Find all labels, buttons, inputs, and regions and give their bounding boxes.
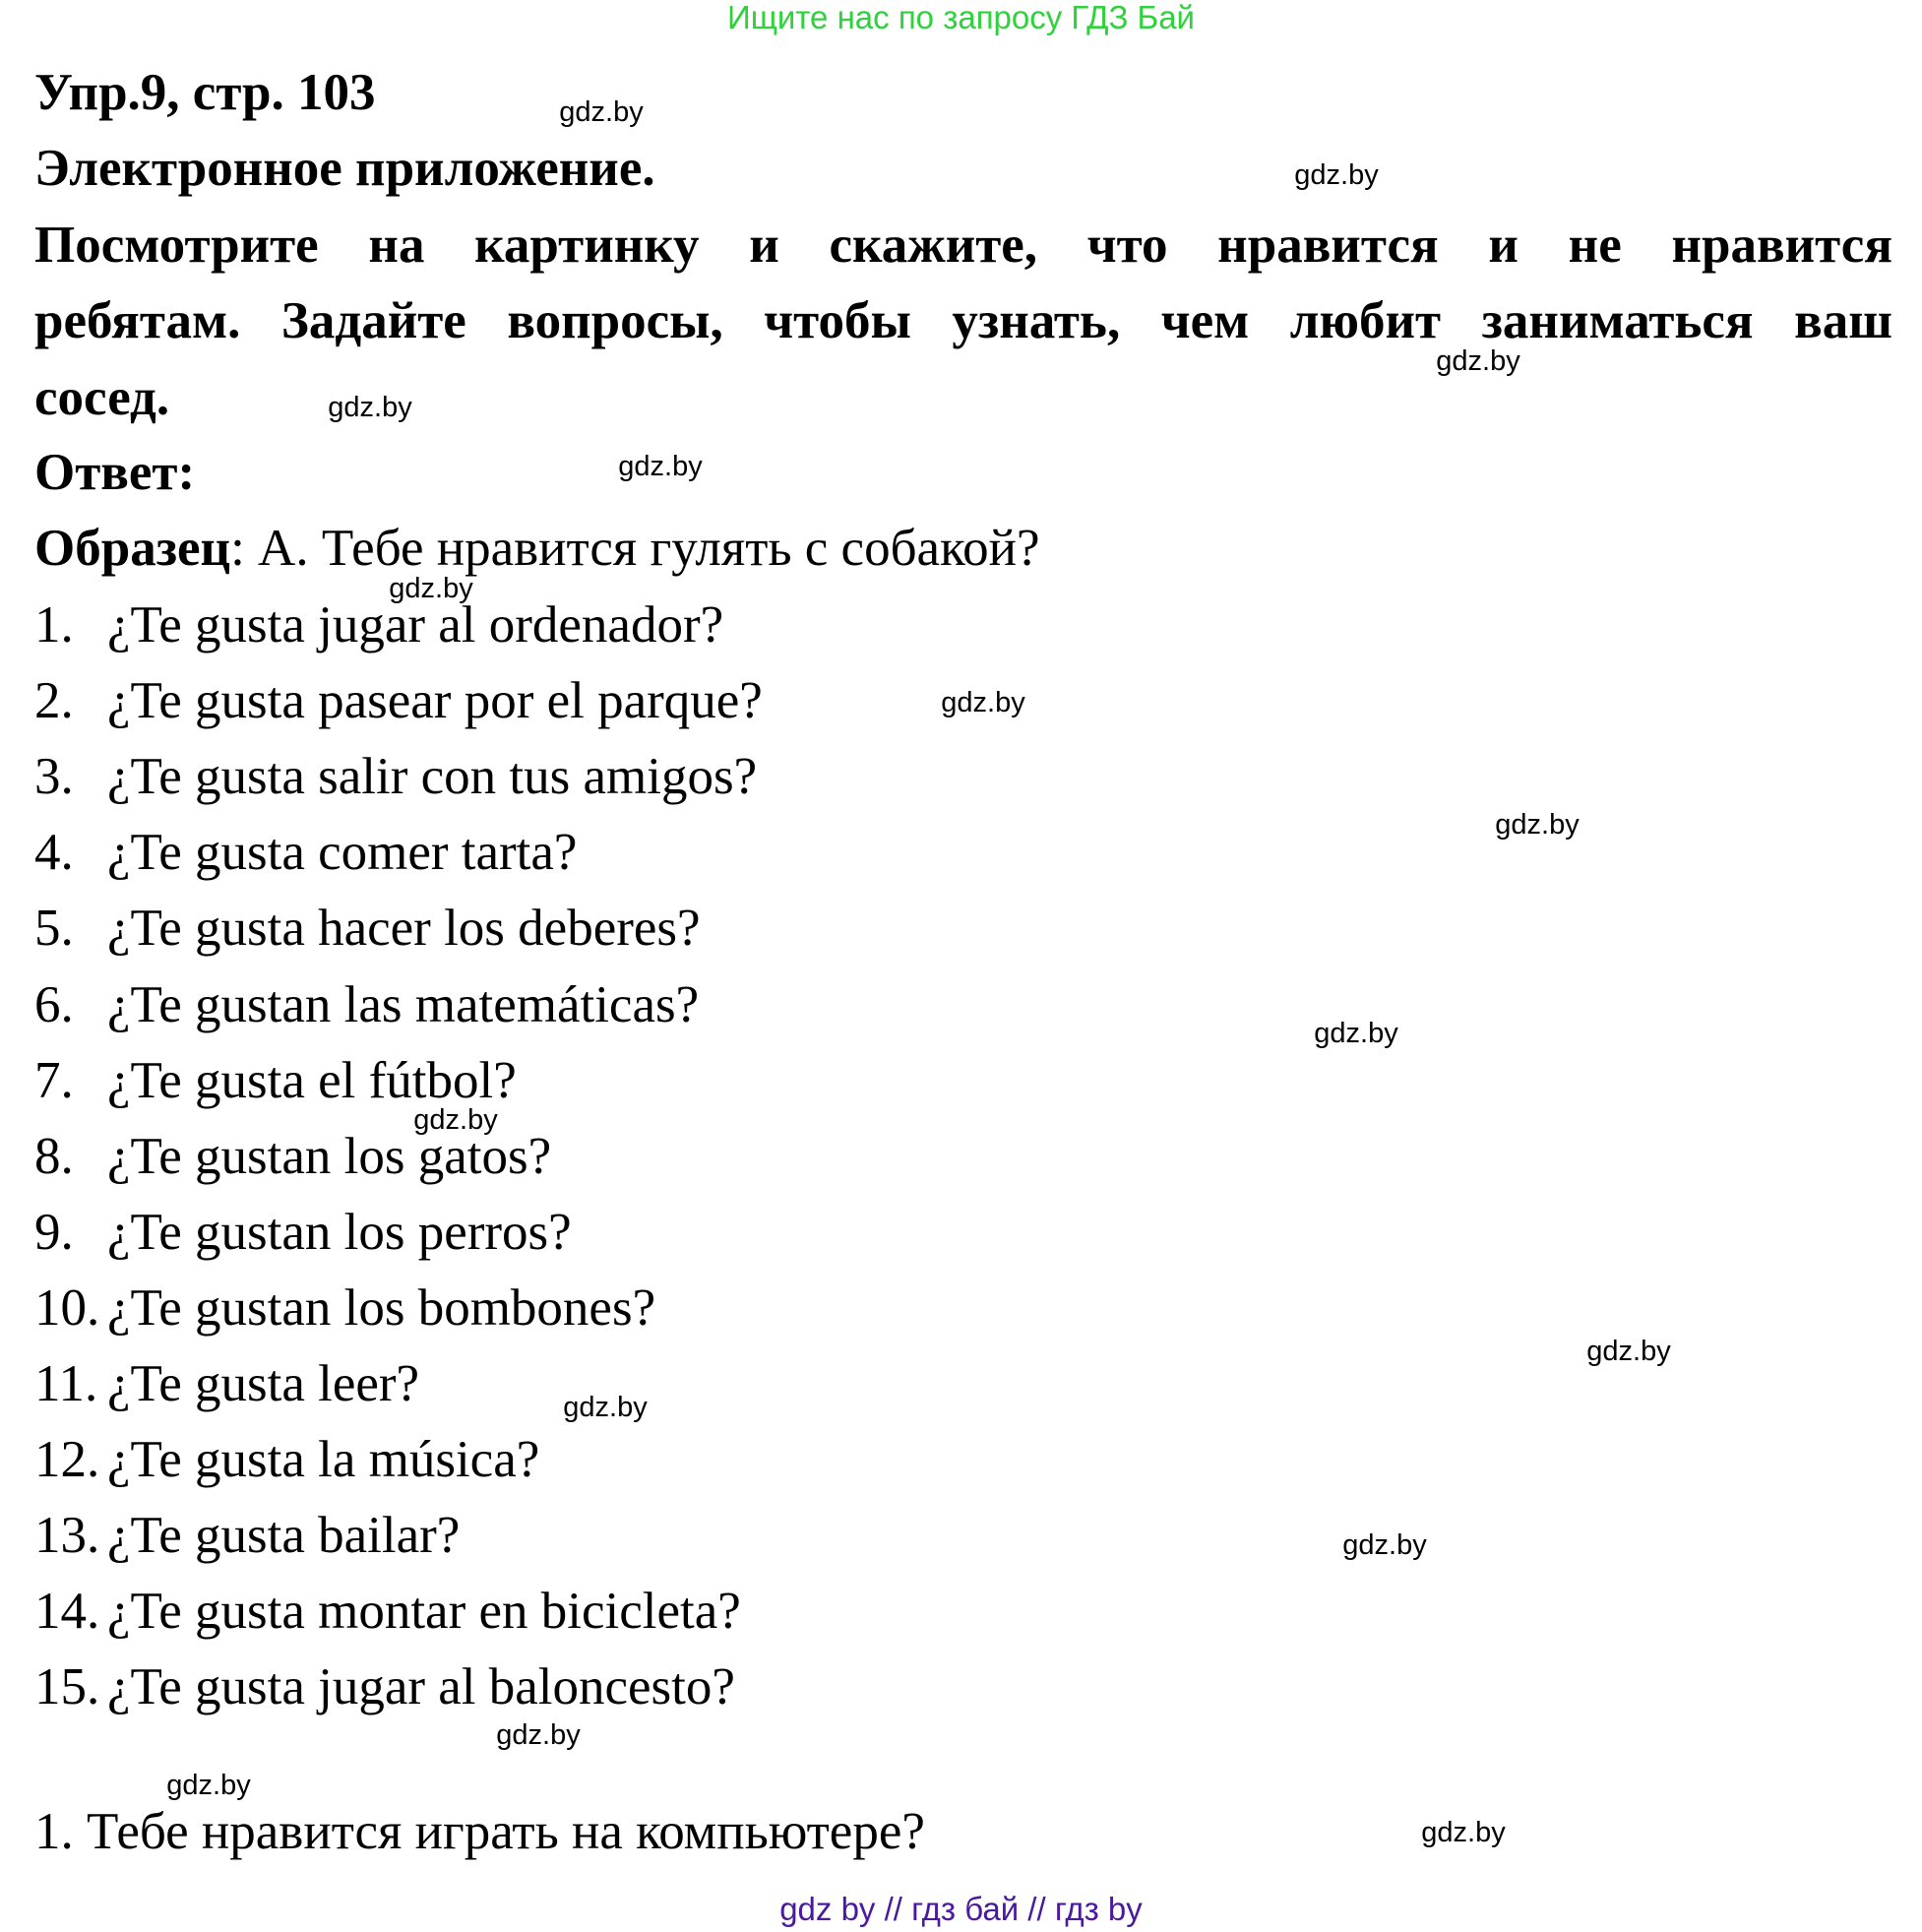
question-number: 14. [34, 1583, 100, 1641]
question-text: ¿Te gustan los gatos? [107, 1127, 552, 1185]
watermark-text: gdz.by [563, 1392, 648, 1423]
question-item [34, 815, 577, 891]
question-item [34, 1195, 572, 1271]
watermark-text: gdz.by [328, 392, 412, 423]
question-number: 9. [34, 1203, 74, 1261]
sample-text: : А. Тебе нравится гулять с собакой? [230, 520, 1040, 577]
question-number: 11. [34, 1355, 98, 1412]
question-text: ¿Te gusta leer? [107, 1355, 420, 1412]
sample-line [34, 511, 1040, 587]
question-number: 1. [34, 596, 74, 654]
question-item [34, 1346, 419, 1422]
question-text: ¿Te gusta el fútbol? [107, 1051, 517, 1109]
watermark-text: gdz.by [618, 451, 703, 482]
question-number: 15. [34, 1658, 100, 1716]
question-number: 7. [34, 1051, 74, 1109]
question-text: ¿Te gusta salir con tus amigos? [107, 748, 758, 806]
question-number: 12. [34, 1431, 100, 1489]
question-text: ¿Te gusta jugar al ordenador? [107, 596, 724, 654]
exercise-subtitle: Электронное приложение. [34, 140, 655, 197]
task-line-1: Посмотрите на картинку и скажите, что нравится и не нравится [34, 217, 1892, 274]
sample-label: Образец [34, 520, 231, 577]
search-banner: Ищите нас по запросу ГДЗ Бай [727, 0, 1195, 35]
watermark-text: gdz.by [496, 1719, 581, 1751]
question-item [34, 891, 701, 966]
watermark-text: gdz.by [1586, 1336, 1671, 1367]
question-text: ¿Te gusta pasear por el parque? [107, 672, 763, 730]
watermark-text: gdz.by [389, 573, 473, 604]
watermark-text: gdz.by [1342, 1529, 1427, 1561]
question-text: ¿Te gusta hacer los deberes? [107, 900, 701, 958]
task-line-2: ребятам. Задайте вопросы, чтобы узнать, чем любит заниматься ваш [34, 292, 1892, 349]
question-text: ¿Te gusta jugar al baloncesto? [107, 1658, 735, 1716]
answer-label: Ответ: [34, 444, 196, 501]
watermark-text: gdz.by [166, 1770, 251, 1801]
question-number: 2. [34, 672, 74, 730]
watermark-text: gdz.by [559, 96, 644, 128]
question-item [34, 1271, 655, 1346]
watermark-text: gdz.by [1421, 1817, 1506, 1848]
question-item [34, 1422, 539, 1498]
task-line-3: сосед. [34, 369, 170, 426]
question-number: 13. [34, 1507, 100, 1565]
question-number: 10. [34, 1278, 100, 1337]
watermark-text: gdz.by [1436, 345, 1520, 377]
question-text: ¿Te gusta montar en bicicleta? [107, 1583, 741, 1641]
exercise-title: Упр.9, стр. 103 [34, 64, 376, 121]
footer-links: gdz by // гдз бай // гдз by [779, 1891, 1143, 1927]
question-text: ¿Te gusta comer tarta? [107, 824, 578, 882]
question-number: 4. [34, 824, 74, 882]
question-text: ¿Te gusta bailar? [107, 1507, 461, 1565]
watermark-text: gdz.by [941, 687, 1025, 718]
question-item [34, 1498, 460, 1574]
watermark-text: gdz.by [1294, 159, 1379, 191]
question-item [34, 1650, 735, 1725]
question-item [34, 1574, 741, 1650]
watermark-text: gdz.by [1495, 809, 1580, 841]
question-text: ¿Te gustan los bombones? [107, 1278, 656, 1337]
translation-line: 1. Тебе нравится играть на компьютере? [34, 1803, 925, 1860]
question-text: ¿Te gustan los perros? [107, 1203, 572, 1261]
watermark-text: gdz.by [1314, 1018, 1398, 1049]
question-number: 6. [34, 975, 74, 1033]
question-number: 8. [34, 1127, 74, 1185]
question-item [34, 588, 723, 663]
question-item [34, 663, 763, 739]
watermark-text: gdz.by [413, 1104, 498, 1136]
question-text: ¿Te gusta la música? [107, 1431, 540, 1489]
question-text: ¿Te gustan las matemáticas? [107, 975, 700, 1033]
question-item [34, 967, 699, 1043]
question-item [34, 739, 757, 815]
question-number: 5. [34, 900, 74, 958]
question-number: 3. [34, 748, 74, 806]
